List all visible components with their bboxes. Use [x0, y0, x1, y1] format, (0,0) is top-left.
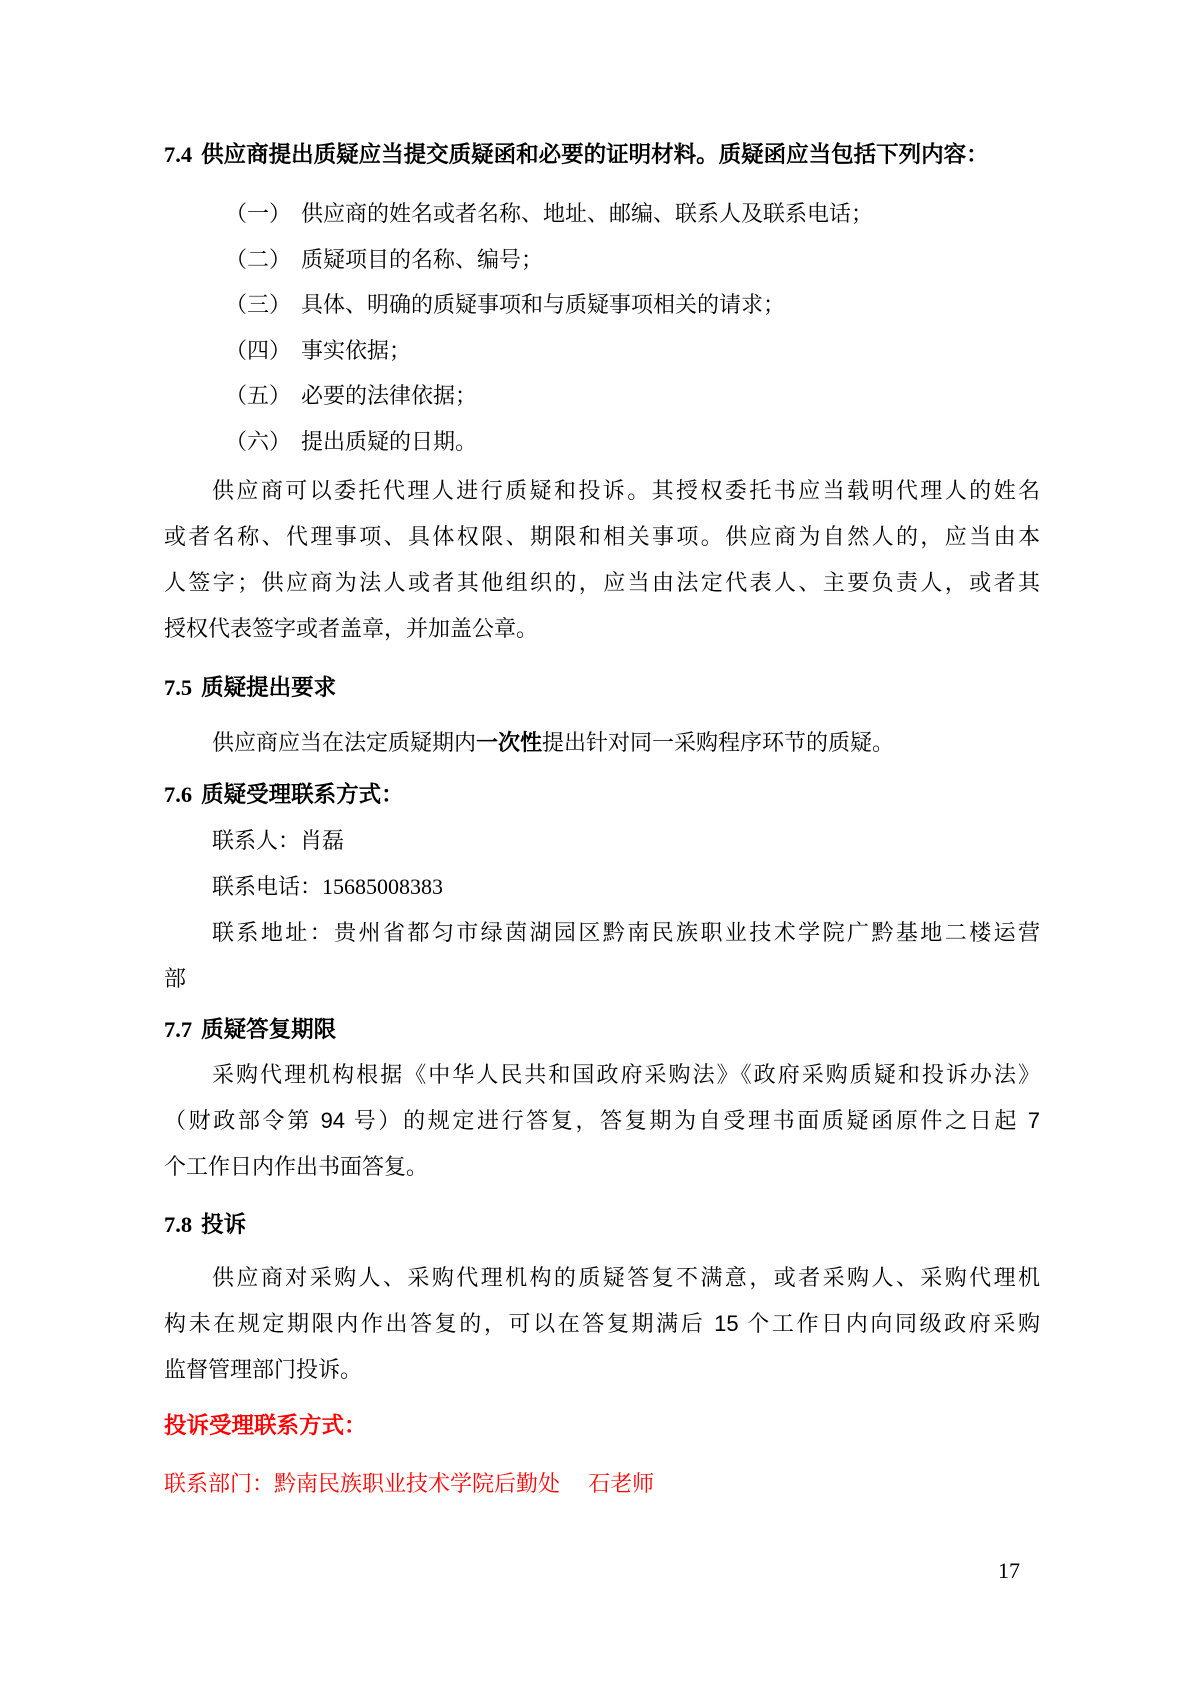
section-7-8-heading [164, 1204, 1040, 1246]
paragraph-bold-text: 一次性 [476, 730, 543, 755]
paragraph-text: 提出针对同一采购程序环节的质疑。 [542, 730, 895, 755]
section-7-5-title: 质疑提出要求 [201, 675, 337, 700]
paragraph-line: （财政部令第 94 号）的规定进行答复，答复期为自受理书面质疑函原件之日起 7 [164, 1108, 1040, 1133]
list-item [164, 237, 1040, 283]
complaint-paragraph [164, 1255, 1040, 1393]
delegation-paragraph [164, 468, 1040, 652]
section-7-6-heading [164, 774, 1040, 816]
list-item-label: （六） [225, 428, 292, 454]
list-item [164, 419, 1040, 465]
paragraph-line: 采购代理机构根据《中华人民共和国政府采购法》《政府采购质疑和投诉办法》 [212, 1062, 1040, 1087]
list-item-text: 供应商的姓名或者名称、地址、邮编、联系人及联系电话； [301, 201, 874, 226]
section-7-7-title: 质疑答复期限 [201, 1017, 337, 1042]
list-item-text: 提出质疑的日期。 [301, 428, 478, 454]
page-number: 17 [998, 1558, 1020, 1583]
quiz-letter-required-items-list [164, 191, 1040, 464]
contact-person-text: 联系人：肖磊 [212, 828, 345, 853]
section-7-5-heading [164, 667, 1040, 709]
paragraph-line: 个工作日内作出书面答复。 [164, 1154, 429, 1179]
list-item [164, 328, 1040, 374]
paragraph-line: 人签字；供应商为法人或者其他组织的，应当由法定代表人、主要负责人，或者其 [164, 570, 1040, 595]
contact-phone-label: 联系电话： [212, 874, 323, 899]
section-7-7-heading [164, 1009, 1040, 1051]
contact-address-line: 联系地址：贵州省都匀市绿茵湖园区黔南民族职业技术学院广黔基地二楼运营 [212, 920, 1040, 945]
list-item-label: （五） [225, 383, 292, 408]
list-item-label: （三） [225, 292, 292, 317]
list-item-text: 具体、明确的质疑事项和与质疑事项相关的请求； [301, 292, 786, 317]
contact-address-line: 部 [164, 966, 187, 991]
contact-person-line [164, 818, 1040, 864]
section-7-6-number: 7.6 [164, 782, 193, 807]
contact-phone-number: 15685008383 [322, 874, 444, 899]
paragraph-line: 监督管理部门投诉。 [164, 1357, 363, 1382]
paragraph-line: 构未在规定期限内作出答复的，可以在答复期满后 15 个工作日内向同级政府采购 [164, 1311, 1040, 1336]
list-item [164, 282, 1040, 328]
complaint-contact-department-line: 联系部门：黔南民族职业技术学院后勤处 石老师 [164, 1471, 655, 1496]
list-item [164, 373, 1040, 419]
list-item-text: 必要的法律依据； [301, 383, 478, 408]
section-7-4-title: 供应商提出质疑应当提交质疑函和必要的证明材料。质疑函应当包括下列内容： [201, 142, 989, 167]
list-item-label: （二） [225, 246, 292, 272]
section-7-8-number: 7.8 [164, 1212, 193, 1237]
contact-address [164, 910, 1040, 1002]
section-7-4-number: 7.4 [164, 142, 193, 167]
section-7-6-title: 质疑受理联系方式： [201, 782, 404, 807]
paragraph-line: 供应商对采购人、采购代理机构的质疑答复不满意，或者采购人、采购代理机 [212, 1265, 1040, 1290]
section-7-8-title: 投诉 [201, 1212, 247, 1237]
complaint-contact-heading: 投诉受理联系方式： [164, 1413, 367, 1438]
reply-deadline-paragraph [164, 1052, 1040, 1190]
list-item-text: 质疑项目的名称、编号； [301, 246, 544, 272]
contact-phone-line [164, 864, 1040, 910]
list-item-text: 事实依据； [301, 337, 412, 363]
section-7-7-number: 7.7 [164, 1017, 193, 1042]
paragraph-line: 授权代表签字或者盖章，并加盖公章。 [164, 616, 539, 641]
section-7-5-number: 7.5 [164, 675, 193, 700]
list-item [164, 191, 1040, 237]
paragraph-line: 或者名称、代理事项、具体权限、期限和相关事项。供应商为自然人的，应当由本 [164, 524, 1040, 549]
list-item-label: （一） [225, 201, 292, 226]
section-7-4-heading [164, 134, 1040, 176]
list-item-label: （四） [225, 337, 292, 363]
one-time-quiz-paragraph [164, 720, 1040, 766]
paragraph-line: 供应商可以委托代理人进行质疑和投诉。其授权委托书应当载明代理人的姓名 [212, 478, 1040, 503]
paragraph-text: 供应商应当在法定质疑期内 [212, 730, 477, 755]
